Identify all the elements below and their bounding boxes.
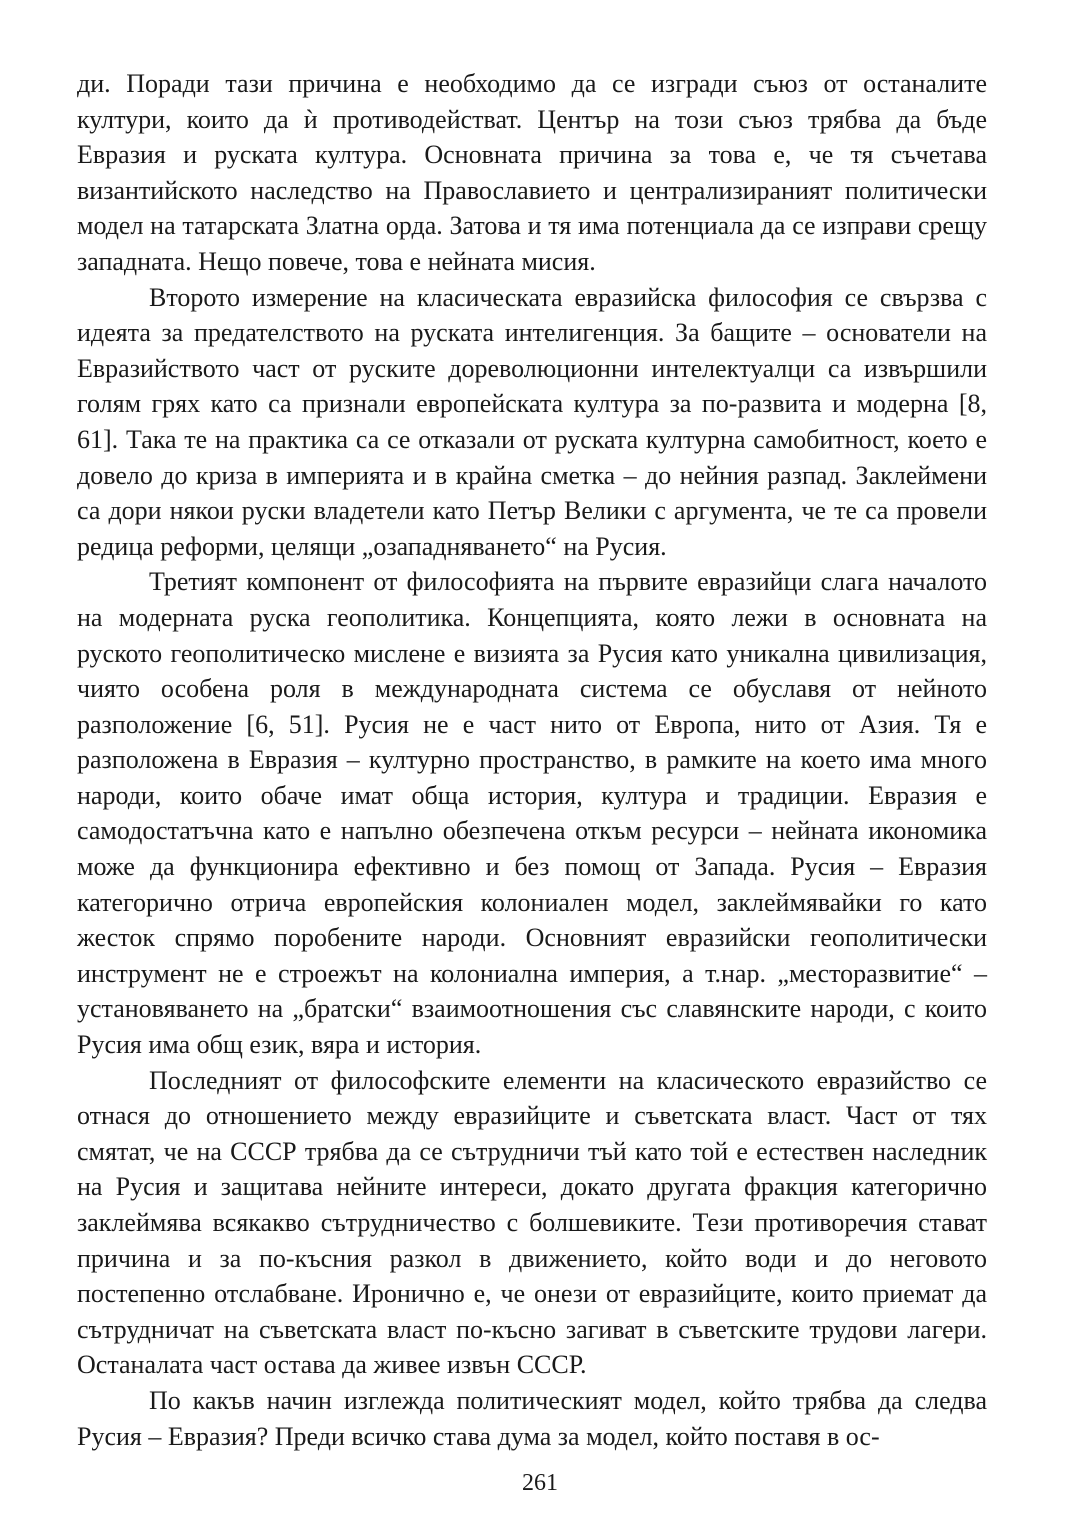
body-text	[77, 66, 987, 1454]
paragraph-soviet-power: Последният от философските елементи на класическото евразийство се отнася до отношението между евразийците и съветската власт. Част от тях смятат, че на СССР трябва да се сътрудничи тъй като той е естествен наследник на Русия и защитава нейните интереси, докато другата фракция категорично заклеймява всякакво сътрудничество с болшевиките. Тези противоречия стават причина и за по-късния разкол в движението, който води и до неговото постепенно отслабване. Иронично е, че онези от евразийците, които приемат да сътрудничат на съветската власт по-късно загиват в съветските трудови лагери. Останалата част остава да живее извън СССР.	[77, 1065, 987, 1380]
paragraph-political-model: По какъв начин изглежда политическият модел, който трябва да следва Русия – Евразия? Преди всичко става дума за модел, който поставя в ос-	[77, 1385, 987, 1451]
paragraph-intelligentsia: Второто измерение на класическата евразийска философия се свързва с идеята за предателството на руската интелигенция. За бащите – основатели на Евразийството част от руските дореволюционни интелектуалци са извършили голям грях като са признали европейската култура за по-развита и модерна [8, 61]. Така те на практика са се отказали от руската културна самобитност, което е довело до криза в империята и в крайна сметка – до нейния разпад. Заклеймени са дори някои руски владетели като Петър Велики с аргумента, че те са провели редица реформи, целящи „озападняването“ на Русия.	[77, 282, 987, 561]
page-number: 261	[522, 1470, 558, 1496]
paragraph-continuation: ди. Поради тази причина е необходимо да се изгради съюз от останалите култури, които да ѝ противодействат. Център на този съюз трябва да бъде Евразия и руската култура. Основната причина за това е, че тя съчетава византийското наследство на Православието и централизираният политически модел на татарската Златна орда. Затова и тя има потенциала да се изправи срещу западната. Нещо повече, това е нейната мисия.	[77, 69, 987, 276]
paragraph-geopolitics: Третият компонент от философията на първите евразийци слага началото на модерната руска геополитика. Концепцията, която лежи в основната на руското геополитическо мислене е визията за Русия като уникална цивилизация, чиято особена роля в международната система се обуславя от нейното разположение [6, 51]. Русия не е част нито от Европа, нито от Азия. Тя е разположена в Евразия – културно пространство, в рамките на което има много народи, които обаче имат обща история, култура и традиции. Евразия е самодостатъчна като е напълно обезпечена откъм ресурси – нейната икономика може да функционира ефективно и без помощ от Запада. Русия – Евразия категорично отрича европейския колониален модел, заклеймявайки го като жесток спрямо поробените народи. Основният евразийски геополитически инструмент не е строежът на колониална империя, а т.нар. „месторaзвитие“ – установяването на „братски“ взаимоотношения със славянските народи, с които Русия има общ език, вяра и история.	[77, 567, 987, 1060]
